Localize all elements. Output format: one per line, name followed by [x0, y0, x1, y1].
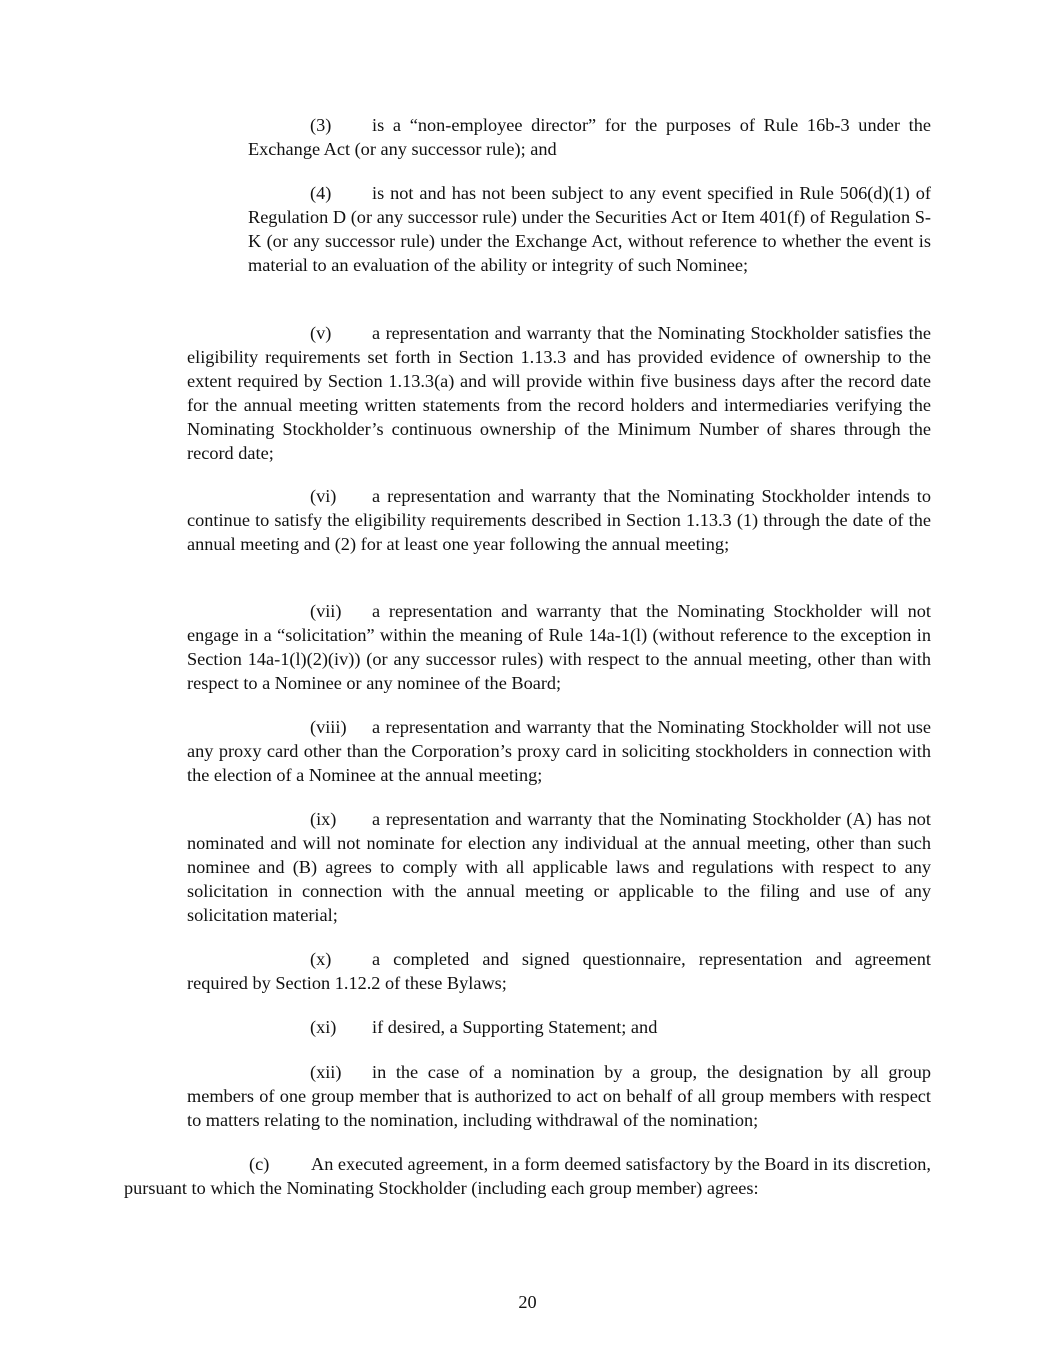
item-text: An executed agreement, in a form deemed satisfactory by the Board in its discretion, pursuant to which the Nominating Stockholder (including each group member) agrees:	[124, 1154, 931, 1198]
item-number: (vii)	[310, 601, 342, 621]
item-text: a representation and warranty that the Nominating Stockholder satisfies the eligibility requirements set forth in Section 1.13.3 and has provided evidence of ownership to the extent required by Section 1.13.3(a) and will provide within five business days after the record date for the annual meeting written statements from the record holders and intermediaries verifying the Nominating Stockholder’s continuous ownership of the Minimum Number of shares through the record date;	[187, 323, 931, 463]
paragraph-item-v	[187, 321, 931, 465]
item-text: a representation and warranty that the Nominating Stockholder will not engage in a “solicitation” within the meaning of Rule 14a-1(l) (without reference to the exception in Section 14a-1(l)(2)(iv)) (or any successor rules) with respect to the annual meeting, other than with respect to a Nominee or any nominee of the Board;	[187, 601, 931, 693]
item-text: a representation and warranty that the Nominating Stockholder (A) has not nominated and will not nominate for election any individual at the annual meeting, other than such nominee and (B) agrees to comply with all applicable laws and regulations with respect to any solicitation in connection with the annual meeting or applicable to the filing and use of any solicitation material;	[187, 809, 931, 925]
item-text: a representation and warranty that the Nominating Stockholder intends to continue to satisfy the eligibility requirements described in Section 1.13.3 (1) through the date of the annual meeting and (2) for at least one year following the annual meeting;	[187, 486, 931, 554]
item-number: (xi)	[310, 1017, 337, 1037]
item-number: (v)	[310, 323, 332, 343]
paragraph-item-xii	[187, 1060, 931, 1132]
paragraph-item-viii	[187, 715, 931, 787]
item-number: (x)	[310, 949, 332, 969]
item-text: is not and has not been subject to any event specified in Rule 506(d)(1) of Regulation D (or any successor rule) under the Securities Act or Item 401(f) of Regulation S-K (or any successor rule) under the Exchange Act, without reference to whether the event is material to an evaluation of the ability or integrity of such Nominee;	[248, 183, 931, 275]
item-text: a representation and warranty that the Nominating Stockholder will not use any proxy card other than the Corporation’s proxy card in soliciting stockholders in connection with the election of a Nominee at the annual meeting;	[187, 717, 931, 785]
item-number: (xii)	[310, 1062, 342, 1082]
item-text: a completed and signed questionnaire, representation and agreement required by Section 1.12.2 of these Bylaws;	[187, 949, 931, 993]
paragraph-item-ix	[187, 807, 931, 927]
item-number: (viii)	[310, 717, 347, 737]
item-number: (4)	[310, 183, 332, 203]
paragraph-item-xi	[187, 1015, 931, 1039]
paragraph-item-vii	[187, 599, 931, 695]
item-text: if desired, a Supporting Statement; and	[372, 1017, 658, 1037]
item-number: (vi)	[310, 486, 337, 506]
paragraph-item-vi	[187, 484, 931, 556]
paragraph-item-4	[248, 181, 931, 277]
page-number: 20	[518, 1292, 537, 1312]
item-text: in the case of a nomination by a group, the designation by all group members of one group member that is authorized to act on behalf of all group members with respect to matters relating to the nomination, including withdrawal of the nomination;	[187, 1062, 931, 1130]
paragraph-item-c	[124, 1152, 931, 1200]
item-number: (c)	[249, 1154, 270, 1174]
item-text: is a “non-employee director” for the purposes of Rule 16b-3 under the Exchange Act (or any successor rule); and	[248, 115, 931, 159]
item-number: (3)	[310, 115, 332, 135]
paragraph-item-3	[248, 113, 931, 161]
paragraph-item-x	[187, 947, 931, 995]
item-number: (ix)	[310, 809, 337, 829]
